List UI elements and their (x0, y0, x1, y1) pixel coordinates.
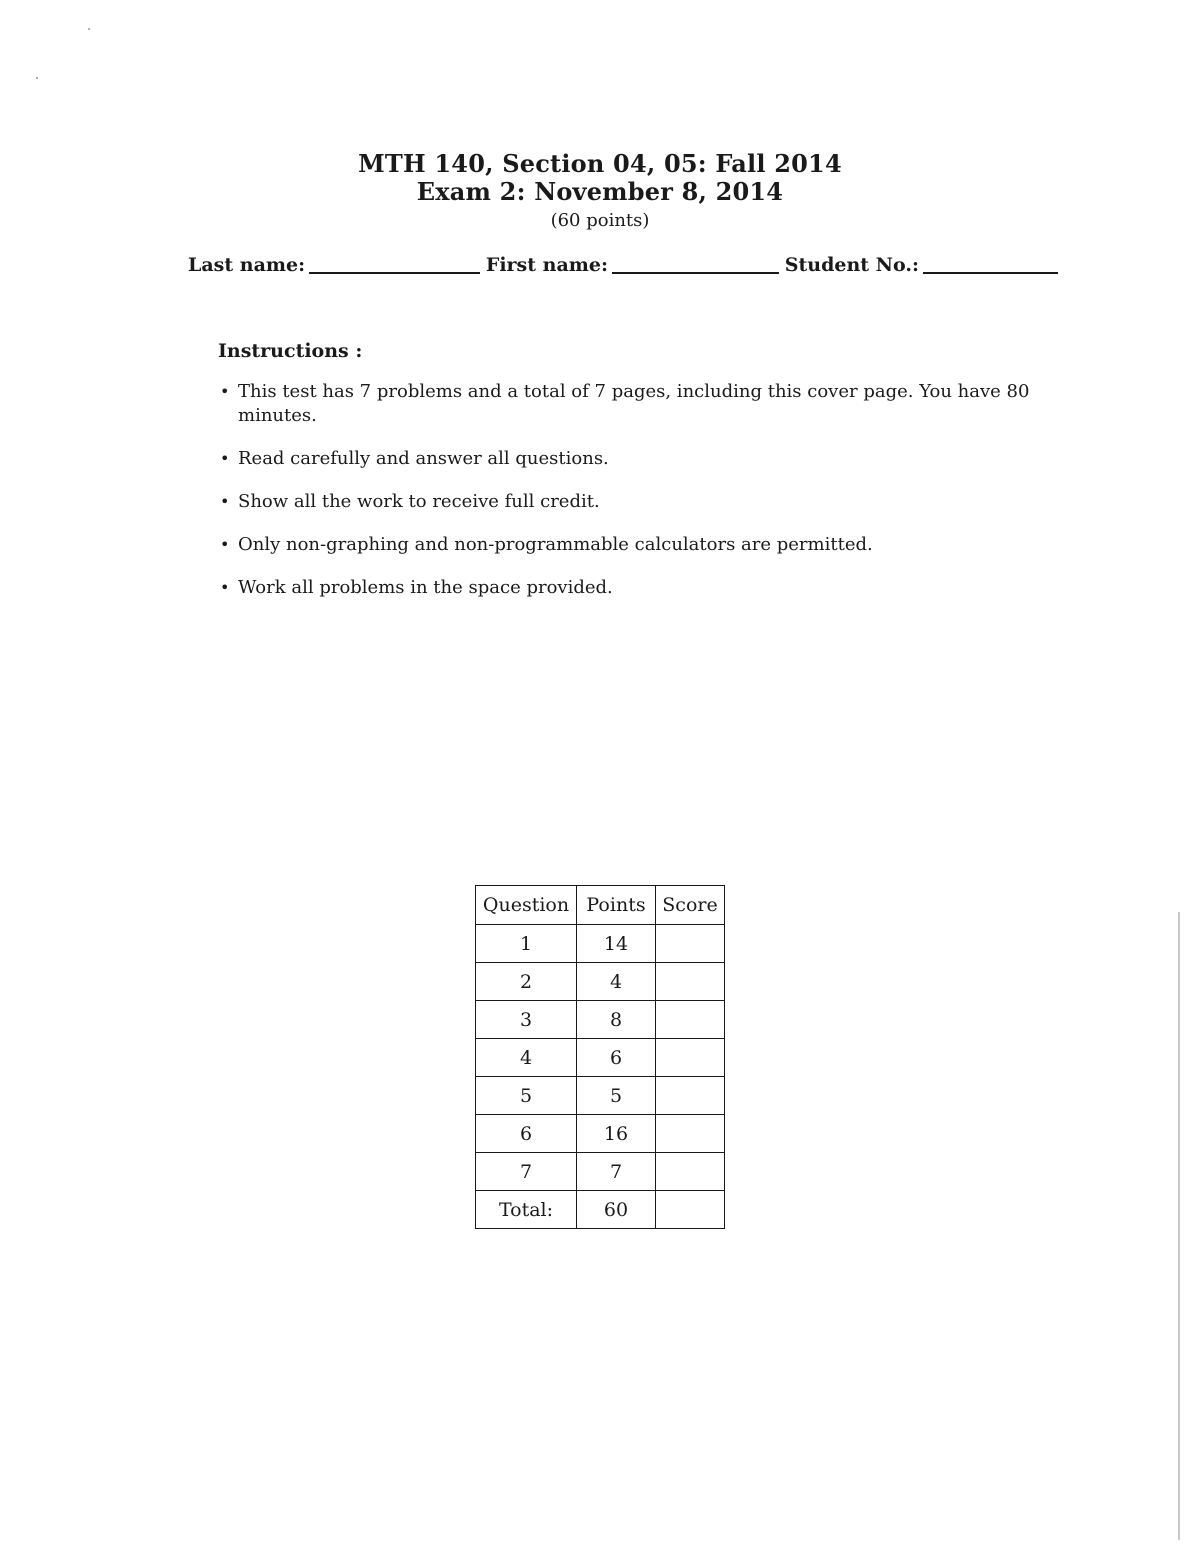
total-score-cell[interactable] (656, 1191, 725, 1229)
bullet-icon: • (220, 578, 230, 597)
instruction-text: Only non-graphing and non-programmable calculators are permitted. (238, 534, 873, 555)
score-cell[interactable] (656, 1115, 725, 1153)
instruction-text: Work all problems in the space provided. (238, 577, 613, 598)
course-title: MTH 140, Section 04, 05: Fall 2014 (358, 149, 842, 178)
table-row (476, 1001, 725, 1039)
exam-header (0, 150, 1200, 234)
bullet-icon: • (220, 492, 230, 511)
total-points-cell: 60 (577, 1191, 656, 1229)
instructions-section (218, 340, 1038, 619)
points-cell: 4 (577, 963, 656, 1001)
student-number-label: Student No.: (784, 254, 919, 276)
scan-speck (36, 77, 38, 79)
exam-title: Exam 2: November 8, 2014 (416, 177, 784, 206)
points-column-header: Points (577, 886, 656, 925)
first-name-field[interactable] (612, 252, 779, 274)
question-cell: 5 (476, 1077, 577, 1115)
points-cell: 14 (577, 925, 656, 963)
instruction-text: Read carefully and answer all questions. (238, 448, 609, 469)
points-cell: 7 (577, 1153, 656, 1191)
instruction-item (218, 380, 1038, 428)
score-cell[interactable] (656, 925, 725, 963)
points-cell: 8 (577, 1001, 656, 1039)
student-number-field[interactable] (923, 252, 1058, 274)
question-cell: 7 (476, 1153, 577, 1191)
instruction-item (218, 576, 1038, 600)
question-cell: 6 (476, 1115, 577, 1153)
last-name-field[interactable] (309, 252, 480, 274)
student-info-row (188, 252, 1058, 276)
instruction-text: Show all the work to receive full credit. (238, 491, 600, 512)
score-cell[interactable] (656, 1001, 725, 1039)
bullet-icon: • (220, 382, 230, 401)
total-row (476, 1191, 725, 1229)
table-row (476, 1039, 725, 1077)
table-row (476, 1115, 725, 1153)
score-table-header-row (476, 886, 725, 925)
score-cell[interactable] (656, 1077, 725, 1115)
score-table (475, 885, 725, 1229)
question-cell: 1 (476, 925, 577, 963)
scan-edge-line (1178, 912, 1180, 1540)
instruction-item (218, 490, 1038, 514)
instruction-item (218, 533, 1038, 557)
instruction-item (218, 447, 1038, 471)
instructions-heading: Instructions : (218, 340, 363, 362)
question-cell: 4 (476, 1039, 577, 1077)
bullet-icon: • (220, 535, 230, 554)
table-row (476, 1077, 725, 1115)
points-cell: 6 (577, 1039, 656, 1077)
score-cell[interactable] (656, 963, 725, 1001)
points-cell: 16 (577, 1115, 656, 1153)
total-points-note: (60 points) (550, 210, 650, 231)
score-cell[interactable] (656, 1153, 725, 1191)
table-row (476, 925, 725, 963)
first-name-label: First name: (485, 254, 608, 276)
table-row (476, 963, 725, 1001)
scan-speck (88, 28, 90, 30)
table-row (476, 1153, 725, 1191)
question-cell: 3 (476, 1001, 577, 1039)
instructions-list (218, 380, 1038, 600)
score-cell[interactable] (656, 1039, 725, 1077)
bullet-icon: • (220, 449, 230, 468)
last-name-label: Last name: (188, 254, 306, 276)
total-label-cell: Total: (476, 1191, 577, 1229)
instruction-text: This test has 7 problems and a total of 7 pages, including this cover page. You have 80 minutes. (238, 381, 1030, 426)
score-column-header: Score (656, 886, 725, 925)
question-cell: 2 (476, 963, 577, 1001)
points-cell: 5 (577, 1077, 656, 1115)
question-column-header: Question (476, 886, 577, 925)
